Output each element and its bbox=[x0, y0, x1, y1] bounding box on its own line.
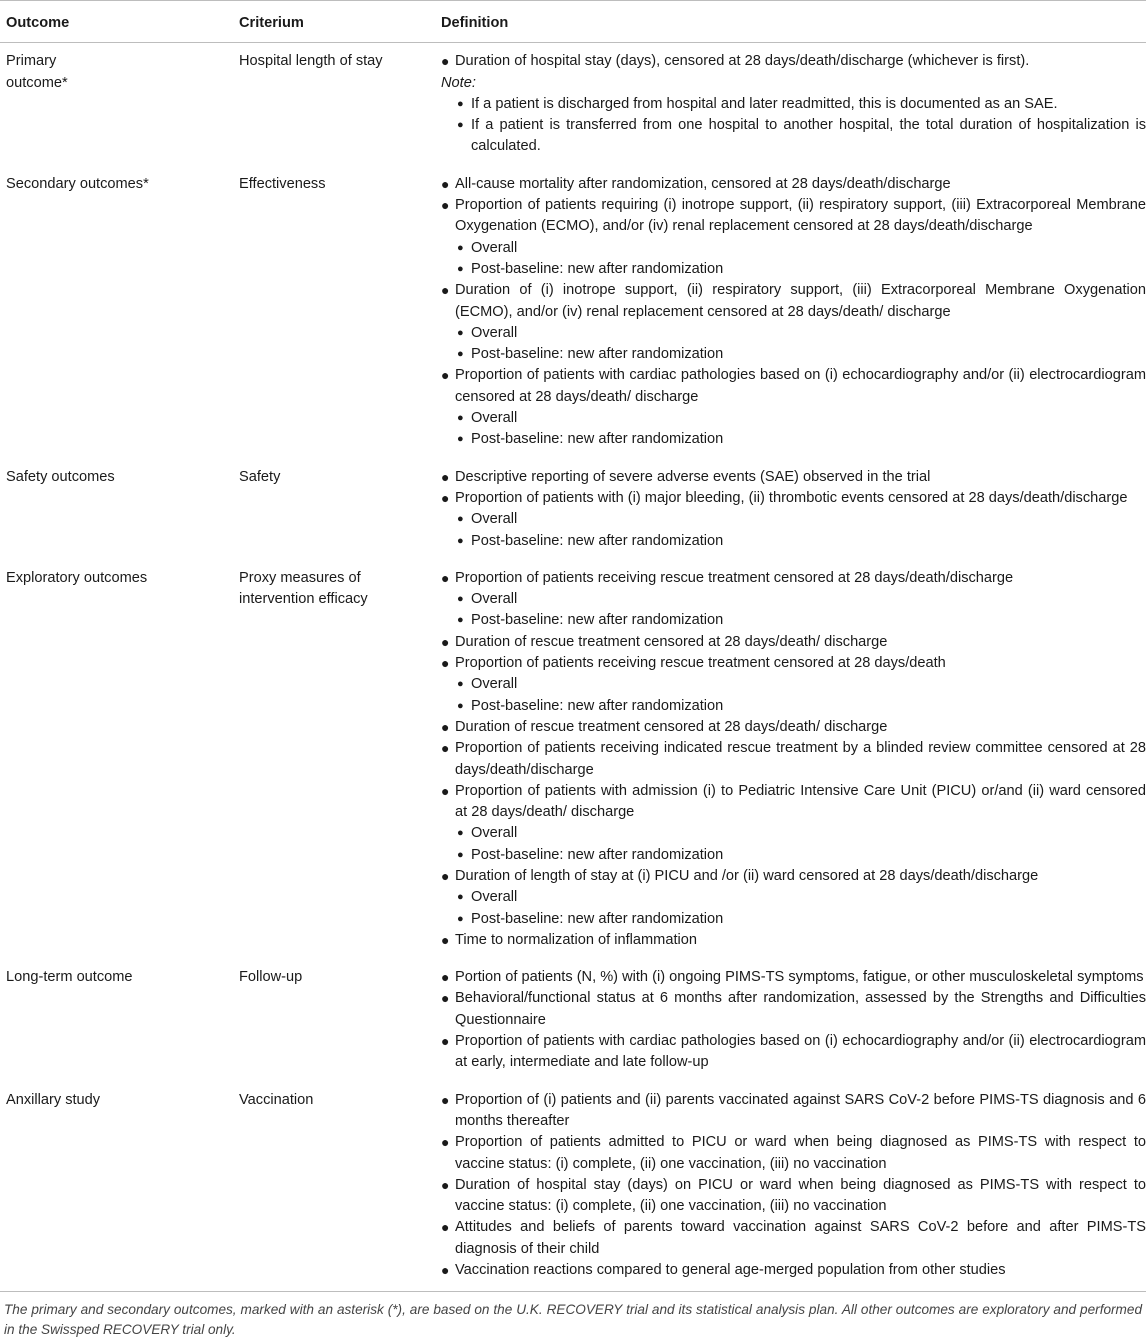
bullet-text: Post-baseline: new after randomization bbox=[471, 260, 724, 277]
outcome-label: Long-term outcome bbox=[6, 969, 133, 986]
bullet-text: Proportion of patients with cardiac pathologies based on (i) echocardiography and/or (ii) electrocardiogram at early, intermediate and late follow-up bbox=[455, 1033, 1146, 1071]
bullet-text: Post-baseline: new after randomization bbox=[471, 532, 724, 549]
bullet-icon: ● bbox=[441, 740, 450, 757]
outcome-cell bbox=[0, 166, 233, 459]
bullet-icon: ● bbox=[457, 699, 464, 712]
bullet-icon: ● bbox=[457, 326, 464, 339]
bullet-item bbox=[441, 174, 1146, 195]
bullet-icon: ● bbox=[457, 827, 464, 840]
criterium-cell bbox=[233, 560, 435, 959]
bullet-item bbox=[441, 1090, 1146, 1133]
bullet-item bbox=[441, 568, 1146, 589]
sub-bullet-item bbox=[441, 909, 1146, 930]
sub-bullet-item bbox=[441, 845, 1146, 866]
sub-bullet-item bbox=[441, 408, 1146, 429]
bullet-item bbox=[441, 632, 1146, 653]
bullet-text: Duration of hospital stay (days) on PICU or ward when being diagnosed as PIMS-TS with respect to vaccine status: (i) complete, (ii) one vaccination, (iii) no vaccination bbox=[455, 1176, 1146, 1215]
bullet-item bbox=[441, 717, 1146, 738]
bullet-icon: ● bbox=[457, 534, 464, 547]
bullet-icon: ● bbox=[457, 593, 464, 606]
sub-bullet-item bbox=[441, 610, 1146, 631]
sub-bullet-item bbox=[441, 323, 1146, 344]
bullet-item bbox=[441, 988, 1146, 1031]
sub-bullet-item bbox=[441, 531, 1146, 552]
bullet-text: Post-baseline: new after randomization bbox=[471, 612, 724, 629]
bullet-text: Duration of (i) inotrope support, (ii) respiratory support, (iii) Extracorporeal Membrane Oxygenation (ECMO), and/or (iv) renal replacement censored at 28 days/death/ discharge bbox=[455, 282, 1146, 320]
bullet-icon: ● bbox=[457, 678, 464, 691]
outcome-label: Secondary outcomes* bbox=[6, 175, 149, 192]
sub-bullet-item bbox=[441, 344, 1146, 365]
bullet-item bbox=[441, 738, 1146, 781]
sub-bullet-item bbox=[441, 238, 1146, 259]
definition-cell bbox=[435, 43, 1146, 166]
criterium-cell bbox=[233, 166, 435, 459]
bullet-icon: ● bbox=[457, 891, 464, 904]
bullet-icon: ● bbox=[441, 53, 450, 70]
criterium-label: Effectiveness bbox=[239, 175, 326, 192]
definition-cell bbox=[435, 166, 1146, 459]
bullet-text: Proportion of patients with admission (i) to Pediatric Intensive Care Unit (PICU) or/and (ii) ward censored at 28 days/death/ discharge bbox=[455, 782, 1146, 821]
criterium-cell bbox=[233, 459, 435, 560]
bullet-text: Proportion of patients receiving rescue treatment censored at 28 days/death bbox=[455, 655, 946, 672]
bullet-text: Overall bbox=[471, 324, 518, 341]
bullet-icon: ● bbox=[457, 348, 464, 361]
bullet-icon: ● bbox=[441, 990, 450, 1007]
bullet-icon: ● bbox=[441, 1134, 450, 1151]
bullet-icon: ● bbox=[457, 97, 464, 110]
bullet-text: If a patient is discharged from hospital and later readmitted, this is documented as an SAE. bbox=[471, 95, 1058, 112]
bullet-text: Overall bbox=[471, 410, 518, 427]
definition-cell bbox=[435, 459, 1146, 560]
criterium-cell bbox=[233, 43, 435, 166]
bullet-icon: ● bbox=[457, 848, 464, 861]
header-criterium: Criterium bbox=[233, 1, 435, 43]
outcome-label: Primary outcome* bbox=[6, 53, 68, 91]
table-row bbox=[0, 1082, 1146, 1292]
bullet-text: Overall bbox=[471, 511, 518, 528]
outcome-label: Safety outcomes bbox=[6, 468, 115, 485]
outcome-cell bbox=[0, 1082, 233, 1292]
bullet-text: Overall bbox=[471, 591, 518, 608]
bullet-text: Portion of patients (N, %) with (i) ongoing PIMS-TS symptoms, fatigue, or other musculoskeletal symptoms bbox=[455, 969, 1144, 986]
table-row bbox=[0, 166, 1146, 459]
criterium-label: Safety bbox=[239, 468, 281, 485]
bullet-text: Proportion of (i) patients and (ii) parents vaccinated against SARS CoV-2 before PIMS-TS diagnosis and 6 months thereafter bbox=[455, 1091, 1146, 1129]
bullet-icon: ● bbox=[441, 718, 450, 735]
bullet-text: Post-baseline: new after randomization bbox=[471, 697, 724, 714]
bullet-icon: ● bbox=[441, 1033, 450, 1050]
bullet-icon: ● bbox=[441, 633, 450, 650]
bullet-text: Attitudes and beliefs of parents toward vaccination against SARS CoV-2 before and after PIMS-TS diagnosis of their child bbox=[455, 1219, 1146, 1257]
definition-cell bbox=[435, 560, 1146, 959]
sub-bullet-item bbox=[441, 115, 1146, 158]
bullet-icon: ● bbox=[457, 912, 464, 925]
sub-bullet-item bbox=[441, 696, 1146, 717]
criterium-label: Vaccination bbox=[239, 1091, 314, 1108]
bullet-icon: ● bbox=[441, 569, 450, 586]
bullet-icon: ● bbox=[441, 1262, 450, 1279]
bullet-text: Duration of rescue treatment censored at 28 days/death/ discharge bbox=[455, 633, 888, 650]
bullet-item bbox=[441, 866, 1146, 887]
bullet-item bbox=[441, 653, 1146, 674]
criterium-label: Hospital length of stay bbox=[239, 53, 383, 70]
bullet-item bbox=[441, 488, 1146, 509]
bullet-icon: ● bbox=[441, 1176, 450, 1193]
criterium-label: Proxy measures of intervention efficacy bbox=[239, 569, 368, 608]
bullet-icon: ● bbox=[441, 367, 450, 384]
bullet-item bbox=[441, 781, 1146, 824]
bullet-text: Proportion of patients receiving rescue treatment censored at 28 days/death/discharge bbox=[455, 569, 1014, 586]
bullet-icon: ● bbox=[457, 614, 464, 627]
bullet-text: All-cause mortality after randomization, censored at 28 days/death/discharge bbox=[455, 175, 951, 192]
table-header-row bbox=[0, 1, 1146, 43]
bullet-text: Proportion of patients admitted to PICU or ward when being diagnosed as PIMS-TS with respect to vaccine status: (i) complete, (ii) one vaccination, (iii) no vaccination bbox=[455, 1134, 1146, 1172]
sub-bullet-item bbox=[441, 589, 1146, 610]
bullet-text: Post-baseline: new after randomization bbox=[471, 346, 724, 363]
table-row bbox=[0, 560, 1146, 959]
outcome-label: Exploratory outcomes bbox=[6, 569, 148, 586]
sub-bullet-item bbox=[441, 887, 1146, 908]
bullet-icon: ● bbox=[441, 175, 450, 192]
bullet-icon: ● bbox=[441, 489, 450, 506]
bullet-text: Overall bbox=[471, 825, 518, 842]
bullet-icon: ● bbox=[441, 468, 450, 485]
bullet-item bbox=[441, 195, 1146, 238]
bullet-icon: ● bbox=[441, 1219, 450, 1236]
bullet-icon: ● bbox=[457, 119, 464, 132]
note-label: Note: bbox=[441, 74, 476, 91]
bullet-icon: ● bbox=[441, 969, 450, 986]
bullet-text: Overall bbox=[471, 676, 518, 693]
bullet-item bbox=[441, 1260, 1146, 1281]
bullet-text: Proportion of patients with (i) major bleeding, (ii) thrombotic events censored at 28 days/death/discharge bbox=[455, 489, 1128, 506]
bullet-item bbox=[441, 967, 1146, 988]
bullet-icon: ● bbox=[441, 782, 450, 799]
bullet-icon: ● bbox=[457, 433, 464, 446]
bullet-item bbox=[441, 467, 1146, 488]
outcome-cell bbox=[0, 959, 233, 1081]
bullet-item bbox=[441, 365, 1146, 408]
sub-bullet-item bbox=[441, 94, 1146, 115]
criterium-label: Follow-up bbox=[239, 969, 303, 986]
bullet-item bbox=[441, 51, 1146, 72]
bullet-text: Post-baseline: new after randomization bbox=[471, 431, 724, 448]
sub-bullet-item bbox=[441, 429, 1146, 450]
outcome-cell bbox=[0, 459, 233, 560]
bullet-icon: ● bbox=[457, 241, 464, 254]
bullet-icon: ● bbox=[441, 931, 450, 948]
definition-cell bbox=[435, 959, 1146, 1081]
table-footnote: The primary and secondary outcomes, marked with an asterisk (*), are based on the U.K. RECOVERY trial and its statistical analysis plan. All other outcomes are exploratory and performed in the Swissped RECOVERY trial only. bbox=[4, 1302, 1142, 1338]
sub-bullet-item bbox=[441, 259, 1146, 280]
bullet-text: Post-baseline: new after randomization bbox=[471, 910, 724, 927]
bullet-item bbox=[441, 1217, 1146, 1260]
bullet-icon: ● bbox=[441, 1091, 450, 1108]
outcome-label: Anxillary study bbox=[6, 1091, 101, 1108]
table-body bbox=[0, 43, 1146, 1292]
bullet-item bbox=[441, 1175, 1146, 1218]
bullet-text: Post-baseline: new after randomization bbox=[471, 846, 724, 863]
bullet-item bbox=[441, 930, 1146, 951]
bullet-item bbox=[441, 1132, 1146, 1175]
bullet-icon: ● bbox=[441, 282, 450, 299]
bullet-text: Descriptive reporting of severe adverse events (SAE) observed in the trial bbox=[455, 468, 931, 485]
bullet-icon: ● bbox=[457, 513, 464, 526]
outcome-cell bbox=[0, 560, 233, 959]
header-definition: Definition bbox=[435, 1, 1146, 43]
sub-bullet-item bbox=[441, 674, 1146, 695]
criterium-cell bbox=[233, 959, 435, 1081]
bullet-text: Time to normalization of inflammation bbox=[455, 931, 697, 948]
table-row bbox=[0, 459, 1146, 560]
sub-bullet-item bbox=[441, 509, 1146, 530]
bullet-text: Overall bbox=[471, 889, 518, 906]
bullet-item bbox=[441, 1031, 1146, 1074]
bullet-text: Proportion of patients receiving indicated rescue treatment by a blinded review committee censored at 28 days/death/discharge bbox=[455, 740, 1146, 778]
bullet-text: If a patient is transferred from one hospital to another hospital, the total duration of hospitalization is calculated. bbox=[471, 117, 1146, 155]
table-row bbox=[0, 43, 1146, 166]
table-row bbox=[0, 959, 1146, 1081]
bullet-text: Duration of rescue treatment censored at 28 days/death/ discharge bbox=[455, 718, 888, 735]
bullet-text: Behavioral/functional status at 6 months after randomization, assessed by the Strengths and Difficulties Questionnaire bbox=[455, 990, 1146, 1028]
bullet-item bbox=[441, 280, 1146, 323]
bullet-icon: ● bbox=[441, 867, 450, 884]
bullet-icon: ● bbox=[441, 197, 450, 214]
bullet-text: Proportion of patients with cardiac pathologies based on (i) echocardiography and/or (ii) electrocardiogram censored at 28 days/death/ discharge bbox=[455, 367, 1146, 405]
bullet-icon: ● bbox=[457, 412, 464, 425]
definition-cell bbox=[435, 1082, 1146, 1292]
bullet-icon: ● bbox=[457, 262, 464, 275]
bullet-text: Proportion of patients requiring (i) inotrope support, (ii) respiratory support, (iii) Extracorporeal Membrane Oxygenation (ECMO), and/or (iv) renal replacement censored at 28 days/death/discharge bbox=[455, 197, 1146, 235]
bullet-text: Duration of length of stay at (i) PICU and /or (ii) ward censored at 28 days/death/discharge bbox=[455, 867, 1039, 884]
bullet-text: Vaccination reactions compared to general age-merged population from other studies bbox=[455, 1262, 1006, 1279]
sub-bullet-item bbox=[441, 823, 1146, 844]
bullet-text: Overall bbox=[471, 239, 518, 256]
bullet-icon: ● bbox=[441, 655, 450, 672]
criterium-cell bbox=[233, 1082, 435, 1292]
header-outcome: Outcome bbox=[0, 1, 233, 43]
bullet-text: Duration of hospital stay (days), censored at 28 days/death/discharge (whichever is first). bbox=[455, 53, 1030, 70]
outcome-cell bbox=[0, 43, 233, 166]
